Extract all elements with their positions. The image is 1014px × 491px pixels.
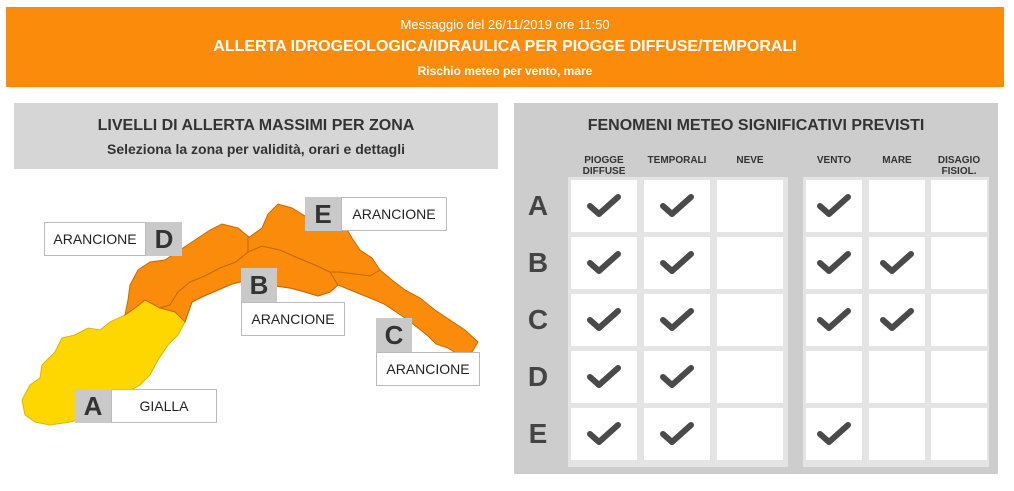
phenomenon-cell — [717, 351, 783, 403]
phenomenon-cell — [717, 294, 783, 346]
phenomenon-cell — [644, 294, 710, 346]
check-icon — [660, 364, 694, 390]
zone-b-letter: B — [241, 268, 277, 302]
row-zone-letter: E — [528, 418, 548, 449]
zone-b-level: ARANCIONE — [241, 302, 345, 336]
alert-subtitle: Rischio meteo per vento, mare — [417, 64, 593, 78]
check-icon — [587, 193, 621, 219]
zone-e-letter: E — [305, 197, 341, 231]
phenomenon-cell — [571, 237, 637, 289]
check-icon — [660, 250, 694, 276]
check-icon — [880, 307, 914, 333]
zone-a-letter: A — [75, 389, 111, 423]
alert-banner — [6, 7, 1004, 87]
column-header-line: FISIOL. — [941, 166, 977, 177]
phenomenon-cell — [869, 294, 925, 346]
phenomenon-cell — [931, 237, 987, 289]
check-icon — [817, 250, 851, 276]
phenomenon-cell — [869, 408, 925, 460]
phenomenon-cell — [644, 351, 710, 403]
message-date: Messaggio del 26/11/2019 ore 11:50 — [400, 17, 610, 32]
column-header-line: PIOGGE — [584, 155, 624, 166]
phenomenon-cell — [571, 294, 637, 346]
phenomenon-cell — [806, 351, 862, 403]
zone-e-level: ARANCIONE — [341, 197, 447, 231]
phenomenon-cell — [806, 408, 862, 460]
phenomenon-cell — [931, 351, 987, 403]
column-header — [931, 155, 987, 177]
check-icon — [660, 421, 694, 447]
check-icon — [587, 364, 621, 390]
check-icon — [880, 250, 914, 276]
zone-levels-title: LIVELLI DI ALLERTA MASSIMI PER ZONA — [97, 117, 415, 134]
alert-title: ALLERTA IDROGEOLOGICA/IDRAULICA PER PIOGGE DIFFUSE/TEMPORALI — [213, 38, 797, 55]
phenomenon-cell — [806, 237, 862, 289]
phenomenon-cell — [931, 294, 987, 346]
phenomenon-cell — [571, 408, 637, 460]
phenomenon-cell — [571, 351, 637, 403]
column-header — [644, 155, 710, 166]
check-icon — [817, 193, 851, 219]
column-header-line: DIFFUSE — [582, 166, 626, 177]
zone-d-label[interactable] — [44, 222, 182, 256]
check-icon — [587, 250, 621, 276]
phenomenon-cell — [869, 237, 925, 289]
phenomenon-cell — [644, 180, 710, 232]
check-icon — [660, 307, 694, 333]
column-header-line: TEMPORALI — [647, 155, 707, 166]
phenomenon-cell — [644, 237, 710, 289]
phenomena-panel — [514, 103, 998, 474]
zone-c-level: ARANCIONE — [376, 352, 480, 386]
column-header — [806, 155, 862, 166]
column-header — [717, 155, 783, 166]
column-header-line: MARE — [882, 155, 912, 166]
phenomenon-cell — [806, 294, 862, 346]
phenomenon-cell — [931, 180, 987, 232]
check-icon — [587, 421, 621, 447]
check-icon — [660, 193, 694, 219]
zone-d-level: ARANCIONE — [44, 222, 146, 256]
phenomenon-cell — [869, 351, 925, 403]
check-icon — [817, 421, 851, 447]
column-header-line: VENTO — [816, 155, 852, 166]
phenomenon-cell — [717, 237, 783, 289]
column-header — [869, 155, 925, 166]
phenomenon-cell — [644, 408, 710, 460]
zone-a-level: GIALLA — [111, 389, 217, 423]
zone-c-letter: C — [376, 318, 412, 352]
column-header-line: NEVE — [736, 155, 764, 166]
zone-levels-header — [14, 103, 498, 169]
column-header-line: DISAGIO — [937, 155, 981, 166]
phenomena-title: FENOMENI METEO SIGNIFICATIVI PREVISTI — [587, 117, 925, 134]
check-icon — [817, 307, 851, 333]
check-icon — [587, 307, 621, 333]
zone-levels-subtitle: Seleziona la zona per validità, orari e dettagli — [107, 141, 405, 157]
zone-d-letter: D — [146, 222, 182, 256]
phenomenon-cell — [717, 408, 783, 460]
phenomenon-cell — [806, 180, 862, 232]
row-zone-letter: B — [527, 247, 549, 278]
phenomenon-cell — [571, 180, 637, 232]
phenomenon-cell — [869, 180, 925, 232]
row-zone-letter: C — [527, 304, 549, 335]
zone-a-label[interactable] — [75, 389, 217, 423]
row-zone-letter: D — [527, 361, 549, 392]
phenomenon-cell — [931, 408, 987, 460]
zone-e-label[interactable] — [305, 197, 447, 231]
zone-b-label[interactable] — [241, 268, 345, 336]
column-header — [571, 155, 637, 177]
liguria-map — [0, 180, 505, 486]
zone-c-label[interactable] — [376, 318, 480, 386]
phenomenon-cell — [717, 180, 783, 232]
row-zone-letter: A — [527, 190, 549, 221]
